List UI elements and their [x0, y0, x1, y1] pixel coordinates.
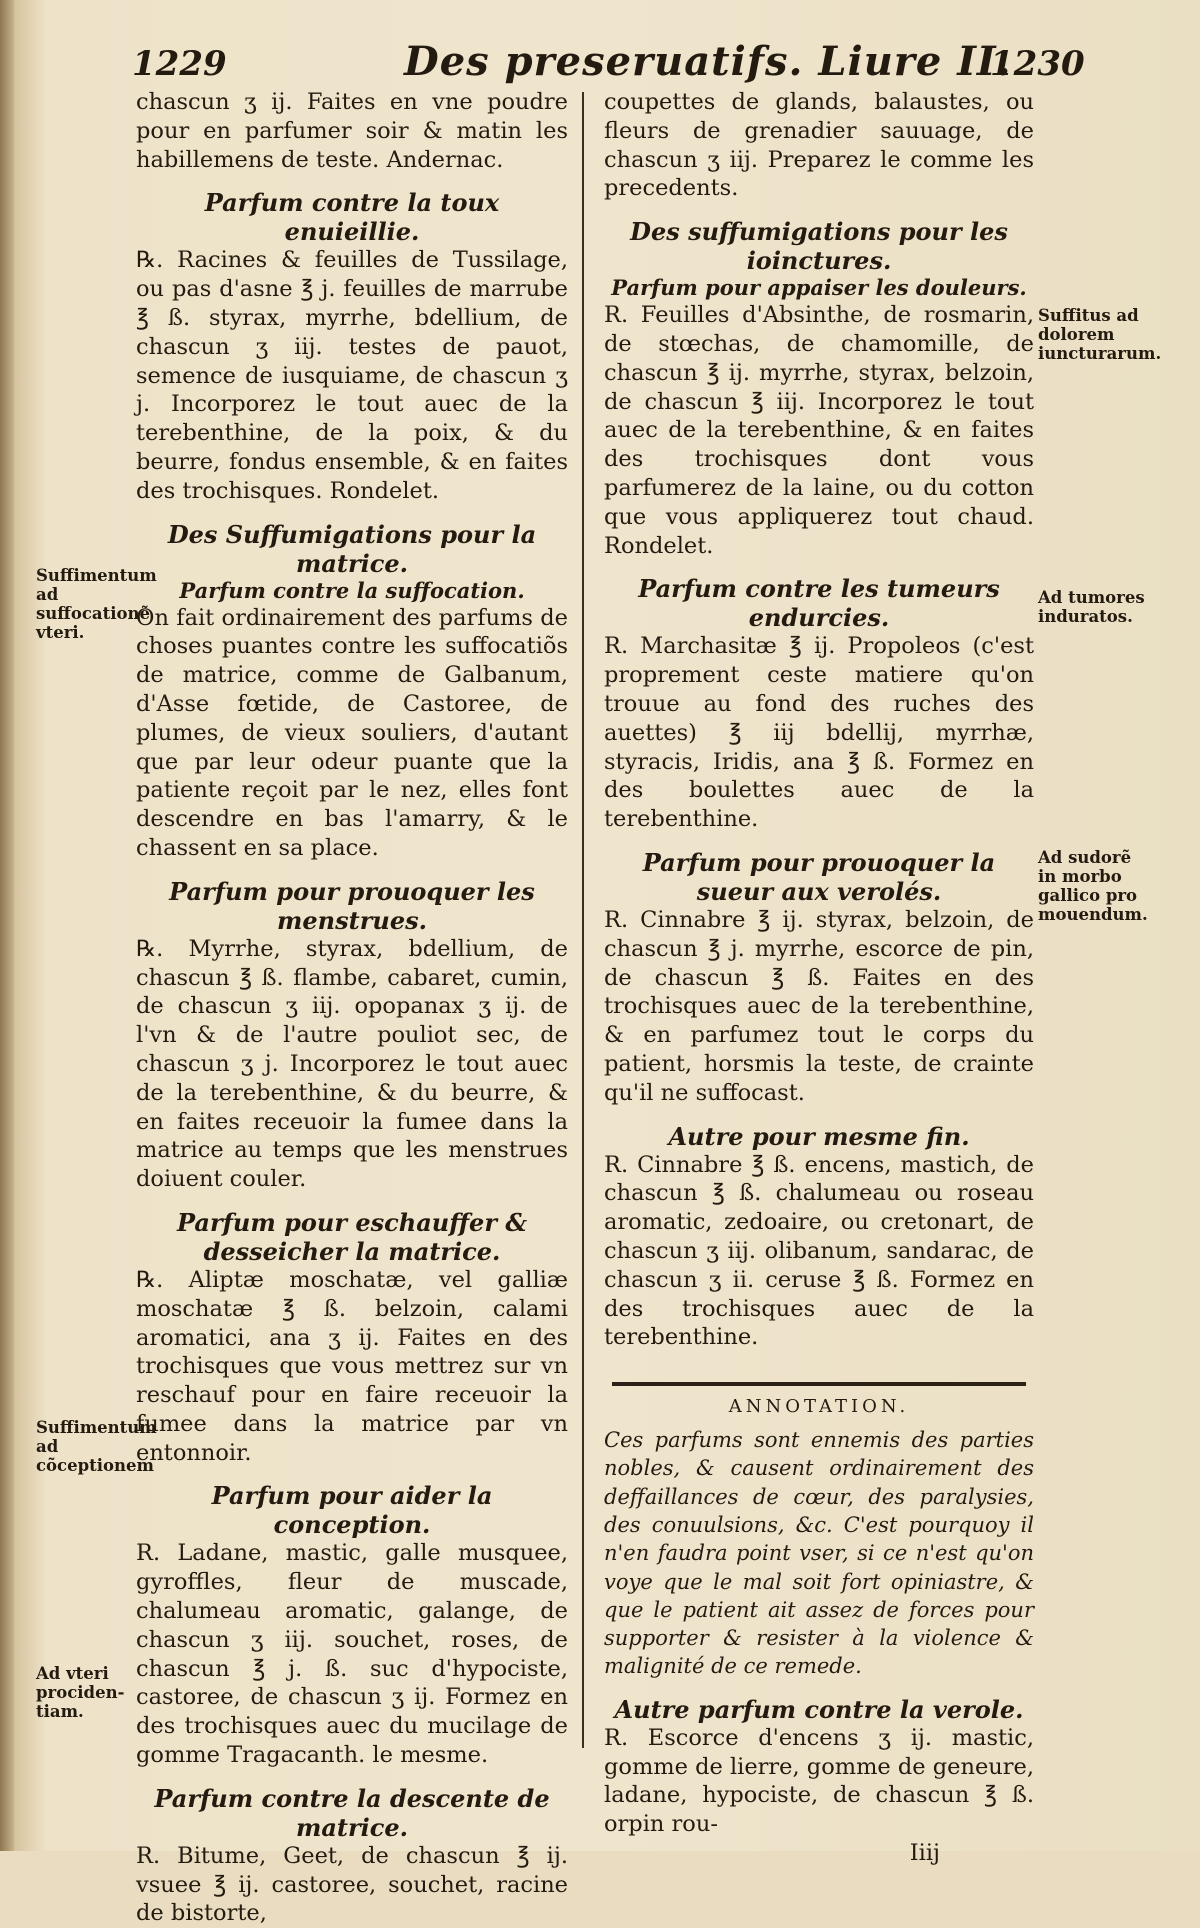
- running-title: Des preseruatifs. Liure II.: [404, 38, 1012, 85]
- paragraph: R. Cinnabre ℥ ij. styrax, belzoin, de chascun ℥ j. myrrhe, escorce de pin, de chascun ℥ ß. Faites en des trochisques auec de la terebenthine, & en parfumez tout le corps du patient, horsmis la teste, de crainte qu'il ne suffocast.: [604, 906, 1034, 1106]
- paragraph: ℞. Myrrhe, styrax, bdellium, de chascun ℥ ß. flambe, cabaret, cumin, de chascun ʒ iij. opopanax ʒ ij. de l'vn & de l'autre pouliot sec, de chascun ʒ j. Incorporez le tout auec de la terebenthine, & du beurre, & en faites receuoir la fumee dans la matrice au temps que les menstrues doiuent couler.: [136, 935, 568, 1193]
- sub-heading: Parfum contre la suffocation.: [179, 577, 525, 603]
- section-heading: Des Suffumigations pour la matrice.: [167, 519, 537, 578]
- paragraph: ℞. Aliptæ moschatæ, vel galliæ moschatæ ℥ ß. belzoin, calami aromatici, ana ʒ ij. Faites en des trochisques que vous mettrez sur vn reschauf pour en faire receuoir la fumee dans la matrice par vn entonnoir.: [136, 1266, 568, 1466]
- section-heading: Parfum pour prouoquer la sueur aux verolés.: [642, 847, 996, 906]
- paragraph: ℞. Racines & feuilles de Tussilage, ou pas d'asne ℥ j. feuilles de marrube ℥ ß. styrax, myrrhe, bdellium, de chascun ʒ iij. testes de pauot, semence de iusquiame, de chascun ʒ j. Incorporez le tout auec de la terebenthine, de la poix, & du beurre, fondus ensemble, & en faites des trochisques. Rondelet.: [136, 247, 568, 504]
- section-heading: Parfum pour aider la conception.: [211, 1481, 493, 1540]
- margin-note: Ad vteri prociden-tiam.: [36, 1664, 125, 1721]
- annotation-label: ANNOTATION.: [728, 1396, 910, 1418]
- section-heading: Parfum pour prouoquer les menstrues.: [169, 876, 535, 935]
- section-heading: Parfum contre les tumeurs endurcies.: [638, 574, 1000, 633]
- section-heading: Autre parfum contre la verole.: [614, 1694, 1024, 1724]
- page-number-left: 1229: [132, 44, 227, 84]
- paragraph: R. Cinnabre ℥ ß. encens, mastich, de chascun ℥ ß. chalumeau ou roseau aromatic, zedoaire, ou cretonart, de chascun ʒ iij. olibanum, sandarac, de chascun ʒ ii. ceruse ℥ ß. Formez en des trochisques auec de la terebenthine.: [604, 1151, 1034, 1351]
- paragraph: R. Bitume, Geet, de chascun ℥ ij. vsuee ℥ ij. castoree, souchet, racine de bistorte,: [136, 1842, 568, 1927]
- paragraph: On fait ordinairement des parfums de choses puantes contre les suffocatiõs de matrice, comme de Galbanum, d'Asse fœtide, de Castoree, de plumes, de vieux souliers, d'autant que par leur odeur puante que la patiente reçoit par le nez, elles font descendre en bas l'amarry, & le chassent en sa place.: [136, 604, 568, 861]
- paragraph: R. Marchasitæ ℥ ij. Propoleos (c'est proprement ceste matiere qu'on trouue au fond des ruches des auettes) ℥ iij bdellij, myrrhæ, styracis, Iridis, ana ℥ ß. Formez en des boulettes auec de la terebenthine.: [604, 633, 1034, 833]
- paragraph: R. Ladane, mastic, galle musquee, gyroffles, fleur de muscade, chalumeau aromatic, galange, de chascun ʒ iij. souchet, roses, de chascun ℥ j. ß. suc d'hypociste, castoree, de chascun ʒ ij. Formez en des trochisques auec du mucilage de gomme Tragacanth. le mesme.: [136, 1540, 568, 1769]
- paragraph: coupettes de glands, balaustes, ou fleurs de grenadier sauuage, de chascun ʒ iij. Preparez le comme les precedents.: [604, 89, 1034, 202]
- right-column: [604, 88, 1034, 1868]
- paragraph: chascun ʒ ij. Faites en vne poudre pour en parfumer soir & matin les habillemens de teste. Andernac.: [136, 89, 568, 173]
- signature-mark: Iiij: [909, 1839, 940, 1866]
- margin-note: Suffimentum ad cõceptionem: [36, 1418, 157, 1475]
- section-rule: [612, 1382, 1026, 1386]
- section-heading: Autre pour mesme fin.: [668, 1121, 970, 1151]
- column-divider: [582, 92, 584, 1748]
- paragraph: R. Escorce d'encens ʒ ij. mastic, gomme de lierre, gomme de geneure, ladane, hypociste, de chascun ℥ ß. orpin rou-: [604, 1724, 1034, 1838]
- paragraph: R. Feuilles d'Absinthe, de rosmarin, de stœchas, de chamomille, de chascun ℥ ij. myrrhe, styrax, belzoin, de chascun ℥ iij. Incorporez le tout auec de la terebenthine, & en faites des trochisques dont vous parfumerez de la laine, ou du cotton que vous appliquerez tout chaud. Rondelet.: [604, 302, 1034, 559]
- section-heading: Parfum contre la toux enuieillie.: [204, 188, 500, 247]
- section-heading: Des suffumigations pour les ioinctures.: [630, 217, 1008, 276]
- section-heading: Parfum contre la descente de matrice.: [154, 1783, 550, 1842]
- binding-gutter: [0, 0, 14, 1851]
- page-number-right: 1230: [990, 44, 1085, 84]
- annotation-text: Ces parfums sont ennemis des parties nobles, & causent ordinairement des deffaillances de cœur, des paralysies, des conuulsions, &c. C'est pourquoy il n'en faudra point vser, si ce n'est qu'on voye que le mal soit fort opiniastre, & que le patient ait assez de forces pour supporter & resister à la violence & malignité de ce remede.: [604, 1428, 1034, 1679]
- page-header: [0, 38, 1200, 88]
- margin-note: Suffitus ad dolorem iuncturarum.: [1038, 306, 1162, 363]
- sub-heading: Parfum pour appaiser les douleurs.: [611, 275, 1027, 301]
- left-column: [136, 88, 568, 1928]
- margin-note: Ad sudorẽ in morbo gallico pro mouendum.: [1038, 848, 1148, 924]
- margin-note: Ad tumores induratos.: [1038, 588, 1145, 626]
- section-heading: Parfum pour eschauffer & desseicher la matrice.: [177, 1207, 527, 1266]
- margin-note: Suffimentum ad suffocationẽ vteri.: [36, 566, 157, 642]
